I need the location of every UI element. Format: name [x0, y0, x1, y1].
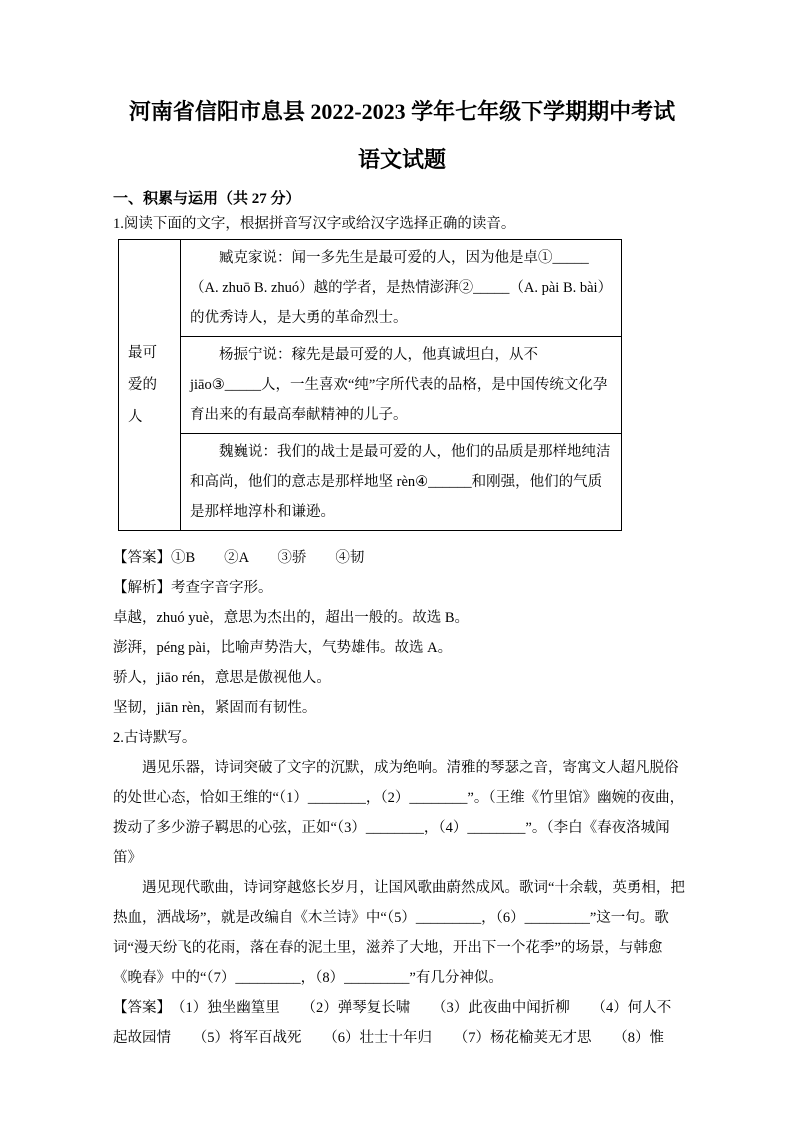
- q2-answer-line-2: 起故园情 （5）将军百战死 （6）壮士十年归 （7）杨花榆荚无才思 （8）惟: [113, 1030, 664, 1046]
- q1-table-row-3: [119, 434, 622, 531]
- q1-table: [118, 239, 622, 531]
- q1-table-cell-yangzhenning: [181, 337, 622, 434]
- exam-subtitle: 语文试题: [357, 147, 446, 172]
- q1-answer-values: ①B ②A ③骄 ④韧: [171, 550, 365, 566]
- q1-cell-text-2: 杨振宁说：稼先是最可爱的人，他真诚坦白，从不 jiāo③_____人，一生喜欢“纯”字所代表的品格，是中国传统文化孕育出来的有最高奉献精神的儿子。: [190, 347, 608, 423]
- q1-cell-text-3: 魏巍说：我们的战士是最可爱的人，他们的品质是那样地纯洁和高尚，他们的意志是那样地坚 rèn④______和刚强，他们的气质是那样地淳朴和谦逊。: [190, 444, 611, 520]
- q1-table-row-header: 最可爱的人: [119, 240, 181, 531]
- q1-analysis-item-zhuoyue: 卓越，zhuó yuè，意思为杰出的，超出一般的。故选 B。: [113, 610, 470, 626]
- q1-analysis-intro: 考查字音字形。: [171, 580, 273, 596]
- q1-analysis-item-jiaoren: 骄人，jiāo rén，意思是傲视他人。: [113, 670, 331, 686]
- q1-table-cell-weiwei: [181, 434, 622, 531]
- q1-analysis-line: [113, 573, 691, 603]
- q1-table-row-1: [119, 240, 622, 337]
- q1-stem: 1.阅读下面的文字，根据拼音写汉字或给汉字选择正确的读音。: [113, 216, 516, 232]
- q1-answer-line: [113, 543, 691, 573]
- section-heading: 一、积累与运用（共 27 分）: [113, 191, 301, 207]
- q1-table-row-2: [119, 337, 622, 434]
- analysis-label: 【解析】: [113, 580, 171, 596]
- answer-label: 【答案】: [113, 550, 171, 566]
- exam-title: 河南省信阳市息县 2022-2023 学年七年级下学期期中考试: [128, 99, 676, 124]
- q1-analysis-item-jianren: 坚韧，jiān rèn，紧固而有韧性。: [113, 700, 317, 716]
- q1-table-cell-zangkejia: [181, 240, 622, 337]
- q2-paragraph-instruments: 遇见乐器，诗词突破了文字的沉默，成为绝响。清雅的琴瑟之音，寄寓文人超凡脱俗的处世心态，恰如王维的“（1）________，（2）________”。（王维《竹里馆》幽婉的夜曲，拨动了多少游子羁思的心弦，正如“（3）________，（4）________”。（李白《春夜洛城闻笛》: [113, 760, 685, 866]
- q2-paragraph-modern-songs: 遇见现代歌曲，诗词穿越悠长岁月，让国风歌曲蔚然成风。歌词“十余载，英勇相，把热血，洒战场”，就是改编自《木兰诗》中“（5）_________，（6）_________”这一句。歌词“漫天纷飞的花雨，落在春的泥土里，滋养了大地，开出下一个花季”的场景，与韩愈《晚春》中的“（7）_________，（8）_________”有几分神似。: [113, 880, 685, 986]
- q2-stem: 2.古诗默写。: [113, 730, 197, 746]
- q1-analysis-item-pengpai: 澎湃，péng pài，比喻声势浩大，气势雄伟。故选 A。: [113, 640, 453, 656]
- q1-cell-text-1: 臧克家说：闻一多先生是最可爱的人，因为他是卓①_____（A. zhuō B. zhuó）越的学者，是热情澎湃②_____（A. pài B. bài）的优秀诗人，是大勇的革命烈士。: [190, 250, 605, 326]
- q2-answer-line-1: 【答案】 （1）独坐幽篁里 （2）弹琴复长啸 （3）此夜曲中闻折柳 （4）何人不: [113, 1000, 672, 1016]
